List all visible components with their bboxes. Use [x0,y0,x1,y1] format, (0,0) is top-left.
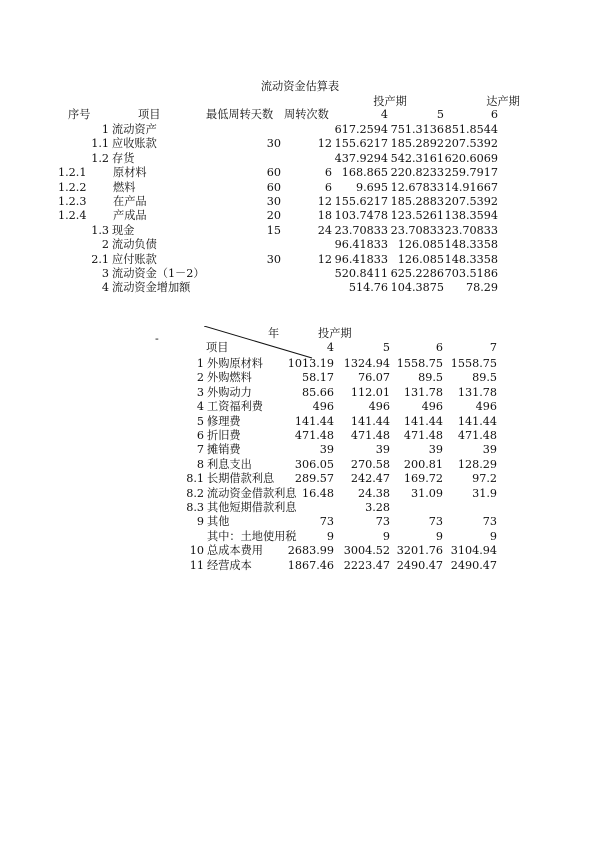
row-value: 126.085 [397,253,444,266]
row-number: 11 [189,559,204,572]
t2-year-label: 年 [268,327,280,340]
row-turns: 6 [324,181,332,194]
row-item-name: 在产品 [113,195,147,208]
row-item-name: 长期借款利息 [207,472,275,485]
row-value: 78.29 [465,281,498,294]
row-number: 10 [189,544,204,557]
t2-year-header: 6 [435,341,443,354]
row-value: 1324.94 [343,357,390,370]
row-item-name: 流动资金增加额 [112,281,191,294]
dash-mark: - [155,332,159,345]
row-value: 200.81 [403,458,443,471]
row-value: 73 [428,515,443,528]
row-value: 542.3161 [390,152,444,165]
row-min-days: 30 [266,253,281,266]
row-value: 103.7478 [334,209,388,222]
row-value: 520.8411 [334,267,388,280]
row-number: 7 [196,443,204,456]
row-value: 9 [435,530,443,543]
t1-year-header: 6 [490,108,498,121]
row-item-name: 原材料 [113,166,147,179]
row-number: 1 [196,357,204,370]
row-number: 8 [196,458,204,471]
row-item-name: 其中：土地使用税 [207,530,297,543]
t2-production-header: 投产期 [318,327,352,340]
row-turns: 12 [317,253,332,266]
row-item-name: 燃料 [113,181,136,194]
row-value: 1558.75 [450,357,497,370]
row-value: 97.2 [472,472,497,485]
row-value: 751.3136 [390,123,444,136]
row-min-days: 15 [266,224,281,237]
row-value: 242.47 [350,472,390,485]
row-value: 2683.99 [287,544,334,557]
row-value: 3.28 [365,501,390,514]
row-item-name: 流动资金（1－2） [112,267,205,280]
row-item-name: 总成本费用 [207,544,263,557]
row-turns: 6 [324,166,332,179]
row-value: 471.48 [350,429,390,442]
row-min-days: 20 [266,209,281,222]
row-item-name: 摊销费 [207,443,241,456]
row-value: 168.865 [341,166,388,179]
row-value: 306.05 [294,458,334,471]
row-value: 39 [319,443,334,456]
t2-year-header: 5 [382,341,390,354]
row-value: 76.07 [357,371,390,384]
row-value: 3201.76 [396,544,443,557]
row-item-name: 外购动力 [207,386,252,399]
row-value: 73 [319,515,334,528]
row-value: 16.48 [301,487,334,500]
row-value: 185.2883 [390,195,444,208]
row-value: 185.2892 [390,137,444,150]
row-number: 4 [101,281,109,294]
row-value: 9 [382,530,390,543]
row-item-name: 流动资产 [112,123,157,136]
row-value: 9.695 [355,181,388,194]
row-value: 112.01 [350,386,390,399]
row-value: 23.70833 [444,224,498,237]
row-value: 39 [375,443,390,456]
row-value: 1867.46 [287,559,334,572]
row-item-name: 应付账款 [112,253,157,266]
row-value: 1013.19 [287,357,334,370]
row-number: 1.2.4 [58,209,87,222]
row-value: 270.58 [350,458,390,471]
row-value: 1558.75 [396,357,443,370]
row-value: 104.3875 [390,281,444,294]
row-number: 1.2.3 [58,195,87,208]
t2-item-header: 项目 [206,341,229,354]
row-value: 96.41833 [334,253,388,266]
row-number: 4 [196,400,204,413]
row-min-days: 30 [266,195,281,208]
row-value: 2490.47 [450,559,497,572]
row-number: 5 [196,415,204,428]
t1-year-header: 4 [380,108,388,121]
row-value: 617.2594 [334,123,388,136]
row-value: 851.8544 [444,123,498,136]
row-item-name: 其他 [207,515,230,528]
row-value: 471.48 [457,429,497,442]
t1-production-header: 投产期 [373,95,407,108]
row-value: 625.2286 [390,267,444,280]
t2-year-header: 4 [326,341,334,354]
row-min-days: 60 [266,181,281,194]
row-min-days: 60 [266,166,281,179]
row-value: 3004.52 [343,544,390,557]
row-number: 8.1 [186,472,204,485]
row-turns: 18 [317,209,332,222]
row-value: 471.48 [294,429,334,442]
row-value: 471.48 [403,429,443,442]
row-number: 2 [101,238,109,251]
row-number: 2 [196,371,204,384]
row-value: 141.44 [350,415,390,428]
row-value: 155.6217 [334,137,388,150]
row-value: 169.72 [403,472,443,485]
row-value: 126.085 [397,238,444,251]
row-value: 31.9 [472,487,497,500]
row-item-name: 利息支出 [207,458,252,471]
row-value: 123.5261 [390,209,444,222]
row-value: 496 [475,400,497,413]
row-value: 73 [482,515,497,528]
row-number: 3 [196,386,204,399]
row-number: 6 [196,429,204,442]
row-value: 259.7917 [444,166,498,179]
row-number: 1 [101,123,109,136]
row-value: 620.6069 [444,152,498,165]
row-value: 85.66 [301,386,334,399]
row-item-name: 存货 [112,152,135,165]
row-item-name: 其他短期借款利息 [207,501,297,514]
row-value: 31.09 [410,487,443,500]
t1-title: 流动资金估算表 [260,80,340,93]
row-value: 24.38 [357,487,390,500]
row-item-name: 现金 [112,224,135,237]
row-value: 23.70833 [334,224,388,237]
row-value: 141.44 [403,415,443,428]
row-value: 496 [312,400,334,413]
row-item-name: 流动资金借款利息 [207,487,297,500]
row-value: 9 [326,530,334,543]
t1-min-days-header: 最低周转天数 [206,108,274,121]
row-item-name: 外购燃料 [207,371,252,384]
t1-seq-header: 序号 [68,108,91,121]
row-turns: 12 [317,195,332,208]
row-value: 207.5392 [444,137,498,150]
row-item-name: 修理费 [207,415,241,428]
row-item-name: 经营成本 [207,559,252,572]
t1-full-production-header: 达产期 [486,95,520,108]
row-value: 96.41833 [334,238,388,251]
row-turns: 24 [317,224,332,237]
row-min-days: 30 [266,137,281,150]
row-number: 8.2 [186,487,204,500]
row-value: 220.8233 [390,166,444,179]
row-number: 2.1 [91,253,109,266]
row-value: 496 [368,400,390,413]
row-value: 12.67833 [390,181,444,194]
row-number: 1.2 [91,152,109,165]
row-value: 138.3594 [444,209,498,222]
row-value: 39 [428,443,443,456]
t1-item-header: 项目 [138,108,161,121]
row-item-name: 外购原材料 [207,357,263,370]
row-value: 14.91667 [444,181,498,194]
t2-year-header: 7 [489,341,497,354]
row-number: 8.3 [186,501,204,514]
row-value: 155.6217 [334,195,388,208]
row-value: 514.76 [348,281,388,294]
row-value: 148.3358 [444,253,498,266]
row-number: 9 [196,515,204,528]
row-value: 131.78 [403,386,443,399]
row-value: 141.44 [457,415,497,428]
row-value: 148.3358 [444,238,498,251]
row-number: 1.1 [91,137,109,150]
row-value: 39 [482,443,497,456]
row-value: 496 [421,400,443,413]
row-item-name: 产成品 [113,209,147,222]
row-value: 2490.47 [396,559,443,572]
t1-year-header: 5 [436,108,444,121]
row-number: 3 [101,267,109,280]
row-number: 1.3 [91,224,109,237]
row-value: 3104.94 [450,544,497,557]
row-item-name: 应收账款 [112,137,157,150]
row-item-name: 折旧费 [207,429,241,442]
row-value: 128.29 [457,458,497,471]
row-value: 89.5 [418,371,443,384]
row-value: 437.9294 [334,152,388,165]
row-value: 131.78 [457,386,497,399]
row-item-name: 流动负债 [112,238,157,251]
t1-turns-header: 周转次数 [284,108,329,121]
row-turns: 12 [317,137,332,150]
row-value: 289.57 [294,472,334,485]
row-value: 58.17 [301,371,334,384]
row-number: 1.2.1 [58,166,87,179]
row-number: 1.2.2 [58,181,87,194]
row-value: 9 [489,530,497,543]
row-value: 2223.47 [343,559,390,572]
row-value: 23.70833 [390,224,444,237]
row-value: 207.5392 [444,195,498,208]
row-value: 703.5186 [444,267,498,280]
row-value: 141.44 [294,415,334,428]
row-item-name: 工资福利费 [207,400,263,413]
row-value: 73 [375,515,390,528]
row-value: 89.5 [472,371,497,384]
